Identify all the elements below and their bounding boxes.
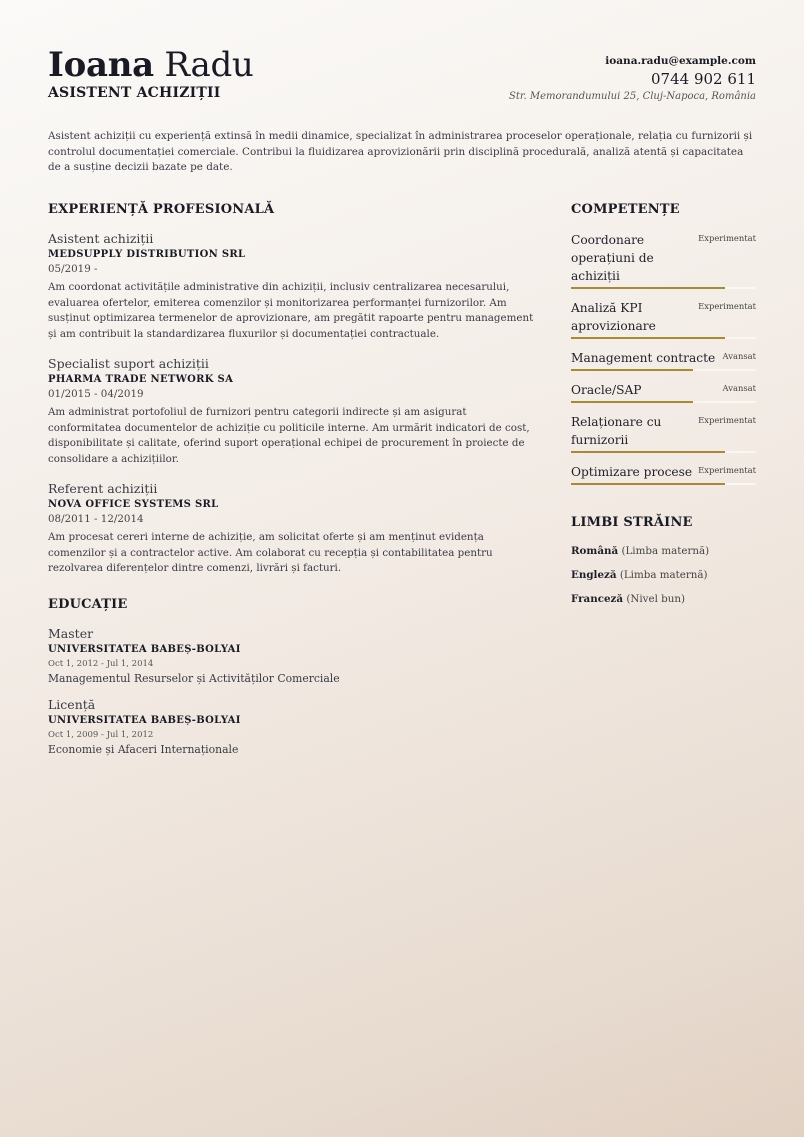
job-description: Am procesat cereri interne de achiziție, am solicitat oferte și am menținut evidența comenzilor și a contractelor active. Am colaborat cu recepția și contabilitatea pentru rezolvarea diferențelor dintre comenzi, livrări și facturi. xyxy=(48,531,493,574)
education-section xyxy=(48,597,538,757)
skill-name: Relaționare cu furnizorii xyxy=(571,415,662,447)
candidate-name xyxy=(48,46,254,84)
main-column xyxy=(48,202,538,768)
phone[interactable]: 0744 902 611 xyxy=(651,70,756,88)
job-role: Specialist suport achiziții xyxy=(48,356,209,371)
languages-section-title: LIMBI STRĂINE xyxy=(571,515,693,530)
last-name: Radu xyxy=(164,45,254,85)
job-company: NOVA OFFICE SYSTEMS SRL xyxy=(48,499,219,510)
skill-name: Analiză KPI aprovizionare xyxy=(571,301,656,333)
skill-item xyxy=(571,413,756,453)
job-dates: 01/2015 - 04/2019 xyxy=(48,388,144,400)
skill-bar-fill xyxy=(571,483,725,485)
skill-level: Experimentat xyxy=(698,233,756,243)
skill-level: Experimentat xyxy=(698,465,756,475)
skill-item xyxy=(571,381,756,403)
skill-bar-fill xyxy=(571,451,725,453)
language-level: (Limba maternă) xyxy=(619,569,708,581)
job-dates: 08/2011 - 12/2014 xyxy=(48,513,144,525)
job-company: PHARMA TRADE NETWORK SA xyxy=(48,374,234,385)
languages-section xyxy=(571,515,756,606)
profile-summary: Asistent achiziții cu experiență extinsă în medii dinamice, specializat în administrarea proceselor operaționale, relația cu furnizorii și controlul documentației comerciale. Contribui la fluidizarea aprovizionării prin disciplină procedurală, analiză atentă și capacitatea de a susține decizii bazate pe date. xyxy=(48,130,753,173)
education-dates: Oct 1, 2012 - Jul 1, 2014 xyxy=(48,658,154,669)
education-section-title: EDUCAȚIE xyxy=(48,596,128,612)
experience-section-title: EXPERIENȚĂ PROFESIONALĂ xyxy=(48,202,275,217)
degree: Master xyxy=(48,625,94,641)
field-of-study: Economie și Afaceri Internaționale xyxy=(48,742,239,756)
language-name: Franceză xyxy=(571,593,624,605)
language-name: Engleză xyxy=(571,569,617,581)
contact-block xyxy=(509,54,756,105)
skill-name: Management contracte xyxy=(571,351,716,365)
skill-bar xyxy=(571,337,756,339)
email[interactable]: ioana.radu@example.com xyxy=(605,55,756,67)
school: UNIVERSITATEA BABEȘ-BOLYAI xyxy=(48,643,241,655)
education-dates: Oct 1, 2009 - Jul 1, 2012 xyxy=(48,729,154,740)
skill-bar xyxy=(571,369,756,371)
skill-item xyxy=(571,349,756,371)
skill-name: Optimizare procese xyxy=(571,465,693,479)
skill-bar-fill xyxy=(571,337,725,339)
skill-level: Avansat xyxy=(722,383,756,393)
language-level: (Limba maternă) xyxy=(621,545,710,557)
education-item xyxy=(48,626,538,686)
sidebar-column xyxy=(571,202,756,616)
experience-item xyxy=(48,481,538,577)
job-role: Asistent achiziții xyxy=(48,231,154,246)
skill-bar xyxy=(571,287,756,289)
skill-bar xyxy=(571,451,756,453)
skill-bar-fill xyxy=(571,287,725,289)
experience-item xyxy=(48,231,538,342)
education-item xyxy=(48,697,538,757)
skill-bar xyxy=(571,401,756,403)
skill-level: Avansat xyxy=(722,351,756,361)
field-of-study: Managementul Resurselor și Activităților Comerciale xyxy=(48,671,340,685)
skill-bar-fill xyxy=(571,369,693,371)
skill-name: Oracle/SAP xyxy=(571,383,642,397)
skill-item xyxy=(571,299,756,339)
job-role: Referent achiziții xyxy=(48,481,158,496)
skill-item xyxy=(571,463,756,485)
resume-header xyxy=(48,46,254,101)
skill-item xyxy=(571,231,756,289)
skill-name: Coordonare operațiuni de achiziții xyxy=(571,233,654,283)
skill-bar xyxy=(571,483,756,485)
job-title: ASISTENT ACHIZIȚII xyxy=(48,85,221,101)
skill-level: Experimentat xyxy=(698,301,756,311)
skills-section-title: COMPETENȚE xyxy=(571,202,680,217)
language-item xyxy=(571,568,756,582)
language-item xyxy=(571,544,756,558)
school: UNIVERSITATEA BABEȘ-BOLYAI xyxy=(48,714,241,726)
experience-item xyxy=(48,356,538,467)
language-level: (Nivel bun) xyxy=(626,593,686,605)
language-item xyxy=(571,592,756,606)
job-description: Am coordonat activitățile administrative din achiziții, inclusiv centralizarea necesarului, evaluarea ofertelor, emiterea comenzilor și monitorizarea performanței furnizorilor. Am susținut optimizarea termenelor de aprovizionare, am pregătit rapoarte pentru management și am contribuit la standardizarea fluxurilor și documentației contractuale. xyxy=(48,281,534,340)
language-name: Română xyxy=(571,545,619,557)
job-description: Am administrat portofoliul de furnizori pentru categorii indirecte și am asigurat conformitatea documentelor de achiziție cu politicile interne. Am urmărit indicatori de cost, disponibilitate și calitate, oferind suport operațional echipei de procurement în proiecte de consolidare a achizițiilor. xyxy=(48,406,530,465)
skill-level: Experimentat xyxy=(698,415,756,425)
job-dates: 05/2019 - xyxy=(48,263,98,275)
address: Str. Memorandumului 25, Cluj-Napoca, România xyxy=(508,91,756,102)
skill-bar-fill xyxy=(571,401,693,403)
degree: Licență xyxy=(48,696,96,712)
job-company: MEDSUPPLY DISTRIBUTION SRL xyxy=(48,249,246,260)
first-name: Ioana xyxy=(48,45,154,85)
